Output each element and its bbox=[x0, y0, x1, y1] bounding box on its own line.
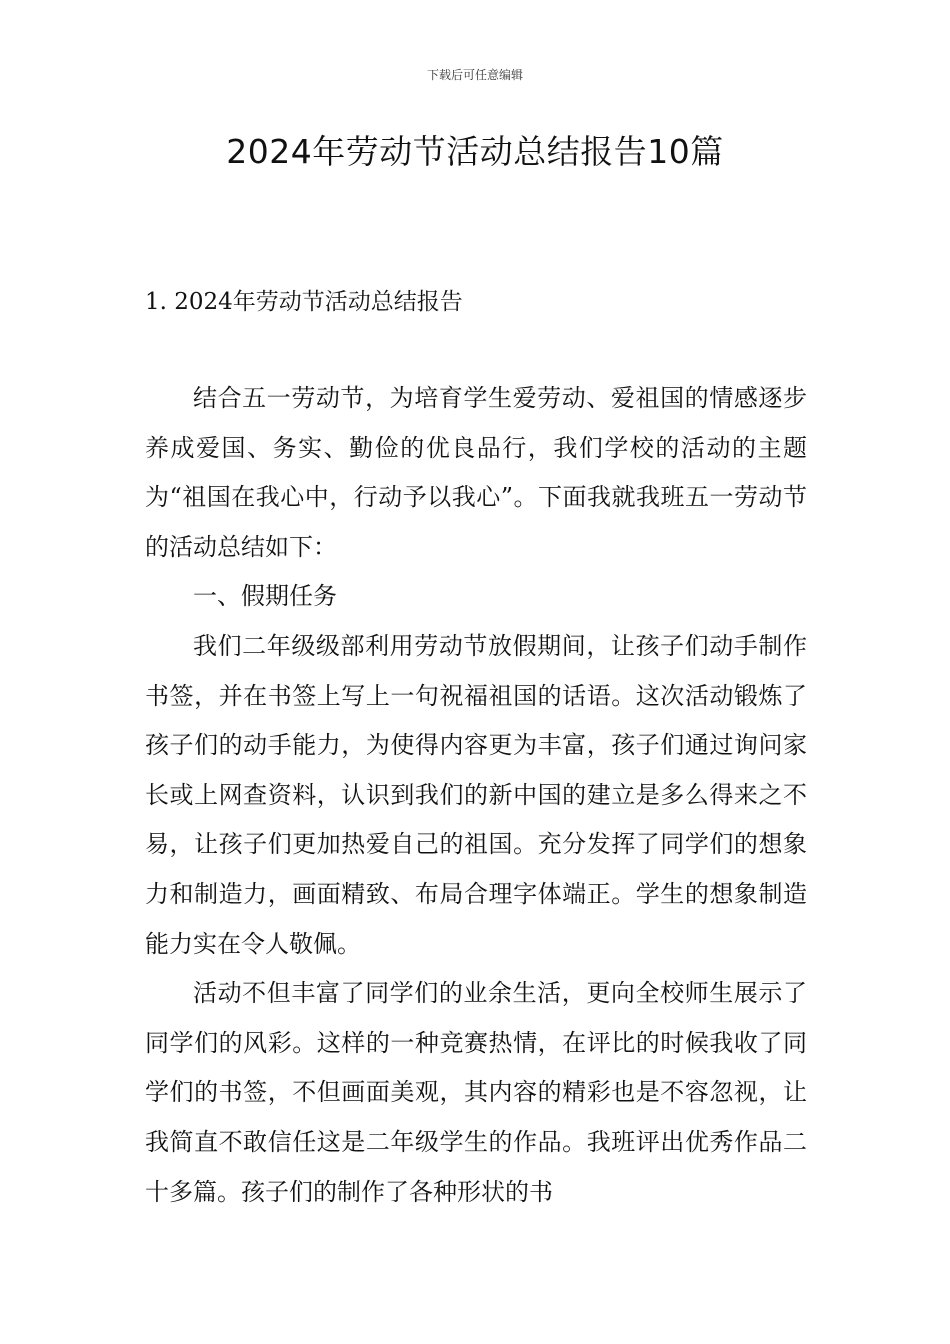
section-heading: 1. 2024年劳动节活动总结报告 bbox=[145, 289, 463, 315]
document-body bbox=[145, 374, 807, 1217]
subheading-paragraph: 一、假期任务 bbox=[193, 582, 337, 611]
header-note: 下载后可任意编辑 bbox=[426, 68, 523, 82]
paragraph: 结合五一劳动节，为培育学生爱劳动、爱祖国的情感逐步养成爱国、务实、勤俭的优良品行，我们学校的活动的主题为“祖国在我心中，行动予以我心”。下面我就我班五一劳动节的活动总结如下： bbox=[145, 384, 807, 561]
paragraph: 活动不但丰富了同学们的业余生活，更向全校师生展示了同学们的风彩。这样的一种竞赛热情，在评比的时候我收了同学们的书签，不但画面美观，其内容的精彩也是不容忽视，让我简直不敢信任这是二年级学生的作品。我班评出优秀作品二十多篇。孩子们的制作了各种形状的书 bbox=[145, 979, 807, 1206]
paragraph: 我们二年级级部利用劳动节放假期间，让孩子们动手制作书签，并在书签上写上一句祝福祖国的话语。这次活动锻炼了孩子们的动手能力，为使得内容更为丰富，孩子们通过询问家长或上网查资料，认识到我们的新中国的建立是多么得来之不易，让孩子们更加热爱自己的祖国。充分发挥了同学们的想象力和制造力，画面精致、布局合理字体端正。学生的想象制造能力实在令人敬佩。 bbox=[145, 631, 807, 958]
document-title: 2024年劳动节活动总结报告10篇 bbox=[226, 132, 724, 171]
